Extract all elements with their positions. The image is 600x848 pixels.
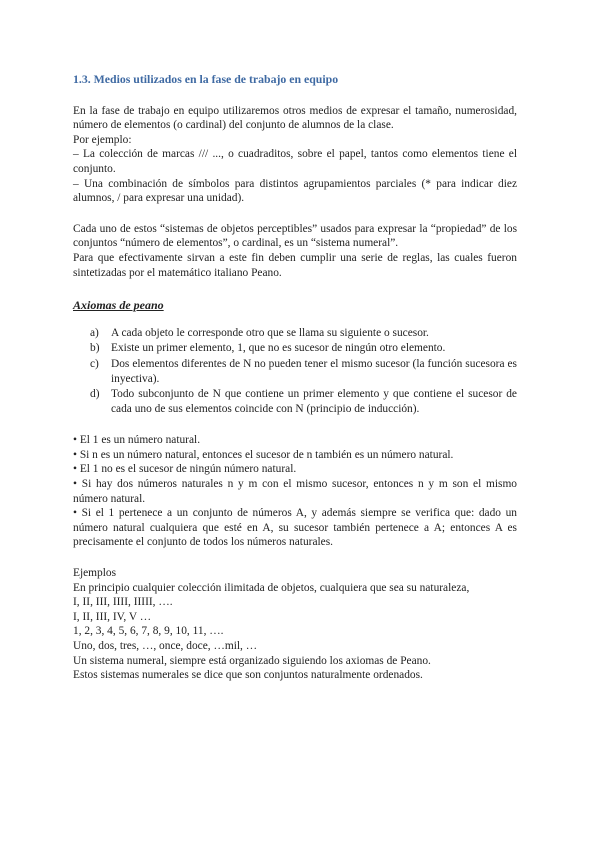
ejemplos-section — [73, 566, 517, 683]
list-marker: a) — [90, 326, 99, 339]
ejemplo-line: I, II, III, IV, V … — [73, 610, 152, 623]
peano-bullets — [73, 433, 517, 550]
ejemplo-line: Un sistema numeral, siempre está organizado siguiendo los axiomas de Peano. — [73, 654, 431, 667]
section-title: 1.3. Medios utilizados en la fase de trabajo en equipo — [73, 72, 339, 86]
por-ejemplo-label: Por ejemplo: — [73, 133, 132, 146]
intro-paragraph: En la fase de trabajo en equipo utilizaremos otros medios de expresar el tamaño, numerosidad, número de elementos (o cardinal) del conjunto de alumnos de la clase. — [73, 104, 517, 132]
ejemplo-line: En principio cualquier colección ilimitada de objetos, cualquiera que sea su naturaleza, — [73, 581, 470, 594]
axioma-text: A cada objeto le corresponde otro que se llama su siguiente o sucesor. — [111, 326, 429, 339]
ejemplo-line: I, II, III, IIII, IIIII, …. — [73, 596, 173, 609]
axioma-text: Todo subconjunto de N que contiene un primer elemento y que contiene el sucesor de cada uno de sus elementos coincide con N (principio de inducción). — [111, 388, 517, 415]
bullet-item: • El 1 no es el sucesor de ningún número natural. — [73, 463, 297, 476]
intro-example-1: – La colección de marcas /// ..., o cuadraditos, sobre el papel, tantos como elementos tiene el conjunto. — [73, 148, 517, 175]
intro-example-2: – Una combinación de símbolos para distintos agrupamientos parciales (* para indicar diez alumnos, / para expresar una unidad). — [73, 177, 517, 205]
axioma-text: Dos elementos diferentes de N no pueden tener el mismo sucesor (la función sucesora es inyectiva). — [111, 357, 517, 385]
ejemplo-line: Estos sistemas numerales se dice que son conjuntos naturalmente ordenados. — [73, 669, 423, 682]
bullet-item: • Si hay dos números naturales n y m con el mismo sucesor, entonces n y m son el mismo número natural. — [73, 478, 517, 505]
axioma-text: Existe un primer elemento, 1, que no es sucesor de ningún otro elemento. — [111, 342, 446, 355]
ejemplo-line: Uno, dos, tres, …, once, doce, …mil, … — [73, 640, 258, 652]
sistemas-paragraph-2: Para que efectivamente sirvan a este fin deben cumplir una serie de reglas, las cuales fueron sintetizadas por el matemático italiano Peano. — [73, 251, 517, 279]
document-content — [73, 72, 517, 683]
ejemplos-title: Ejemplos — [73, 567, 117, 580]
list-item — [73, 326, 517, 341]
list-marker: b) — [90, 342, 100, 355]
list-item — [73, 341, 517, 356]
axiomas-title: Axiomas de peano — [73, 298, 164, 313]
bullet-item: • El 1 es un número natural. — [73, 434, 201, 447]
bullet-item: • Si el 1 pertenece a un conjunto de números A, y además siempre se verifica que: dado un número natural cualquiera que esté en A, su sucesor también pertenece a A; entonces A es precisamente el conjunto de todos los números naturales. — [73, 507, 517, 549]
bullet-item: • Si n es un número natural, entonces el sucesor de n también es un número natural. — [73, 448, 454, 461]
list-marker: c) — [90, 357, 99, 370]
list-item — [73, 357, 517, 386]
list-item — [73, 387, 517, 416]
axiomas-list — [73, 326, 517, 417]
ejemplo-line: 1, 2, 3, 4, 5, 6, 7, 8, 9, 10, 11, …. — [73, 625, 224, 638]
list-marker: d) — [90, 388, 100, 401]
sistemas-paragraph-1: Cada uno de estos “sistemas de objetos perceptibles” usados para expresar la “propiedad” de los conjuntos “número de elementos”, o cardinal, es un “sistema numeral”. — [73, 222, 517, 250]
